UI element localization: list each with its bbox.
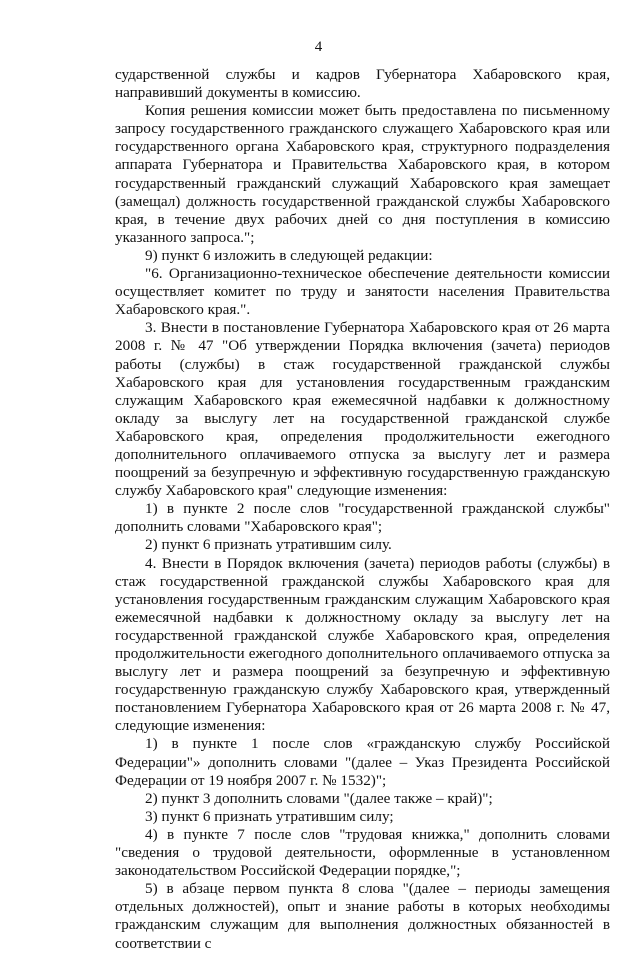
paragraph-section-4-item-3: 3) пункт 6 признать утратившим силу; xyxy=(145,807,394,825)
paragraph-section-4-item-1: 1) в пункте 1 после слов «гражданскую службу Российской Федерации"» дополнить словами "(далее – Указ Президента Российской Федерации от 19 ноября 2007 г. № 1532)"; xyxy=(115,735,610,789)
paragraph-section-3: 3. Внести в постановление Губернатора Хабаровского края от 26 марта 2008 г. № 47 "Об утверждении Порядка включения (зачета) периодов работы (службы) в стаж государственной гражданской службы Хабаровского края для установления государственным гражданским служащим Хабаровского края ежемесячной надбавки к должностному окладу за выслугу лет на государственной гражданской службе Хабаровского края, определения продолжительности ежегодного дополнительного оплачиваемого отпуска за выслугу лет и размера поощрений за безупречную и эффективную государственную гражданскую службу Хабаровского края" следующие изменения: xyxy=(115,319,610,500)
paragraph-continuation: сударственной службы и кадров Губернатора Хабаровского края, направивший документы в комиссию. xyxy=(115,66,610,102)
paragraph-section-3-item-2: 2) пункт 6 признать утратившим силу. xyxy=(145,536,392,554)
paragraph-item-9: 9) пункт 6 изложить в следующей редакции: xyxy=(145,246,433,264)
document-body xyxy=(115,66,610,953)
paragraph-copy-of-decision: Копия решения комиссии может быть предоставлена по письменному запросу государственного гражданского служащего Хабаровского края или государственного органа Хабаровского края, структурного подразделения аппарата Губернатора и Правительства Хабаровского края, в котором государственный гражданский служащий Хабаровского края замещает (замещал) должность государственной гражданской службы Хабаровского края, в течение двух рабочих дней со дня поступления в комиссию указанного запроса."; xyxy=(115,102,610,246)
paragraph-section-3-item-1: 1) в пункте 2 после слов "государственной гражданской службы" дополнить словами "Хабаровского края"; xyxy=(115,500,610,536)
page-number: 4 xyxy=(314,39,323,55)
paragraph-item-6-quote: "6. Организационно-техническое обеспечение деятельности комиссии осуществляет комитет по труду и занятости населения Правительства Хабаровского края.". xyxy=(115,265,610,319)
paragraph-section-4-item-2: 2) пункт 3 дополнить словами "(далее также – край)"; xyxy=(145,789,493,807)
paragraph-section-4-item-4: 4) в пункте 7 после слов "трудовая книжка," дополнить словами "сведения о трудовой деятельности, оформленные в установленном законодательством Российской Федерации порядке,"; xyxy=(115,825,610,880)
paragraph-section-4: 4. Внести в Порядок включения (зачета) периодов работы (службы) в стаж государственной гражданской службы Хабаровского края для установления государственным гражданским служащим Хабаровского края ежемесячной надбавки к должностному окладу за выслугу лет на государственной гражданской службе Хабаровского края, определения продолжительности ежегодного дополнительного оплачиваемого отпуска за выслугу лет и размера поощрений за безупречную и эффективную государственную гражданскую службу Хабаровского края, утвержденный постановлением Губернатора Хабаровского края от 26 марта 2008 г. № 47, следующие изменения: xyxy=(115,554,610,735)
paragraph-section-4-item-5: 5) в абзаце первом пункта 8 слова "(далее – периоды замещения отдельных должностей), опыт и знание работы в которых необходимы гражданским служащим для выполнения должностных обязанностей в соответствии с xyxy=(115,880,610,952)
